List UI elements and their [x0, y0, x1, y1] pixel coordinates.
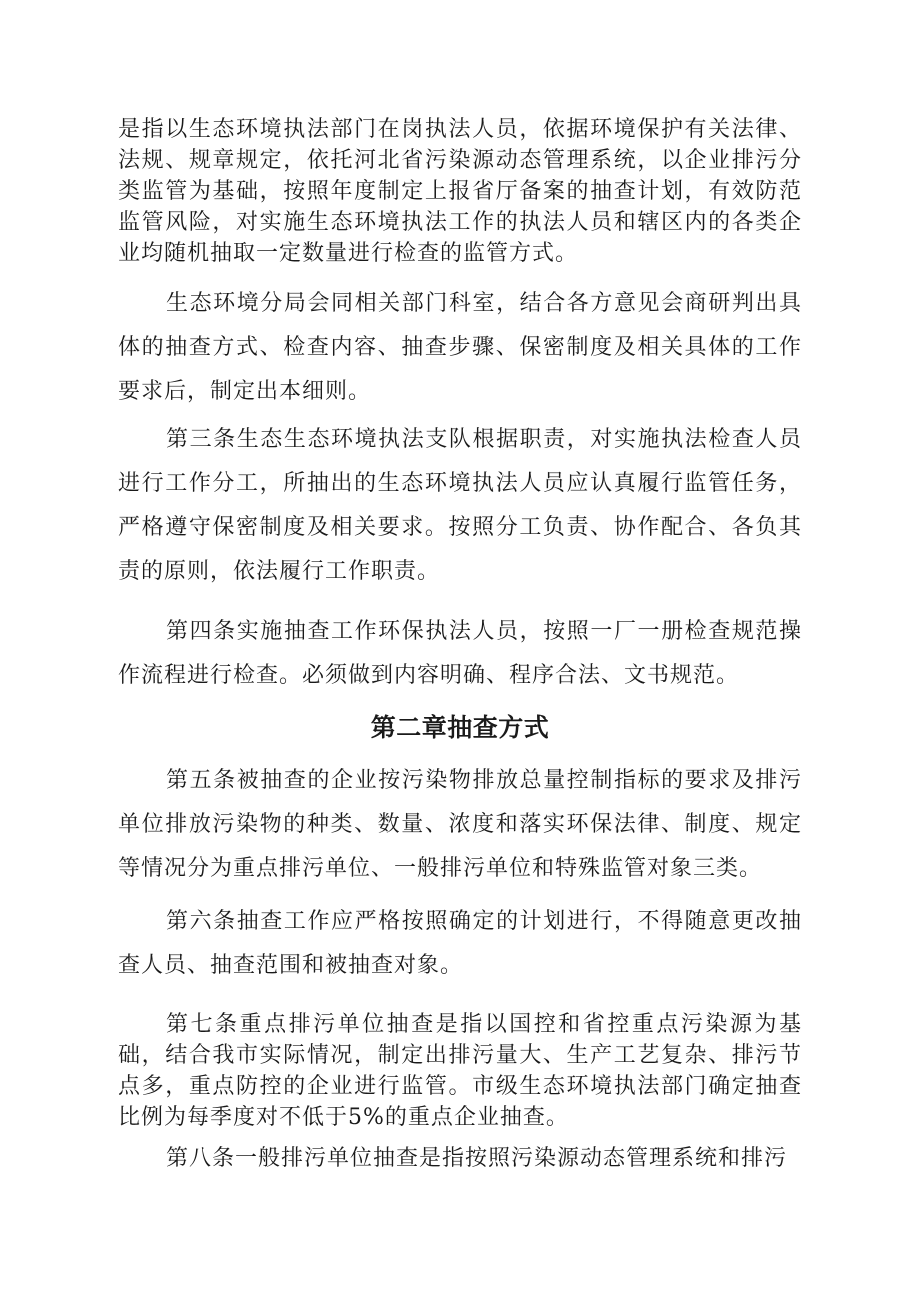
paragraph-article-4: 第四条实施抽查工作环保执法人员，按照一厂一册检查规范操作流程进行检查。必须做到内容明确、程序合法、文书规范。	[118, 619, 802, 688]
paragraph-sub-bureau: 生态环境分局会同相关部门科室，结合各方意见会商研判出具体的抽查方式、检查内容、抽查步骤、保密制度及相关具体的工作要求后，制定出本细则。	[118, 291, 802, 404]
paragraph-intro: 是指以生态环境执法部门在岗执法人员，依据环境保护有关法律、法规、规章规定，依托河北省污染源动态管理系统，以企业排污分类监管为基础，按照年度制定上报省厅备案的抽查计划，有效防范监管风险，对实施生态环境执法工作的执法人员和辖区内的各类企业均随机抽取一定数量进行检查的监管方式。	[118, 117, 802, 266]
paragraph-article-5: 第五条被抽查的企业按污染物排放总量控制指标的要求及排污单位排放污染物的种类、数量、浓度和落实环保法律、制度、规定等情况分为重点排污单位、一般排污单位和特殊监管对象三类。	[118, 768, 802, 881]
paragraph-article-7: 第七条重点排污单位抽查是指以国控和省控重点污染源为基础，结合我市实际情况，制定出排污量大、生产工艺复杂、排污节点多，重点防控的企业进行监管。市级生态环境执法部门确定抽查比例为每季度对不低于5%的重点企业抽查。	[118, 1012, 802, 1130]
paragraph-article-8: 第八条一般排污单位抽查是指按照污染源动态管理系统和排污	[166, 1146, 788, 1171]
chapter-heading: 第二章抽查方式	[370, 713, 550, 742]
paragraph-article-3: 第三条生态生态环境执法支队根据职责，对实施执法检查人员进行工作分工，所抽出的生态环境执法人员应认真履行监管任务，严格遵守保密制度及相关要求。按照分工负责、协作配合、各负其责的原则，依法履行工作职责。	[118, 427, 802, 584]
paragraph-article-6: 第六条抽查工作应严格按照确定的计划进行，不得随意更改抽查人员、抽查范围和被抽查对象。	[118, 909, 802, 978]
